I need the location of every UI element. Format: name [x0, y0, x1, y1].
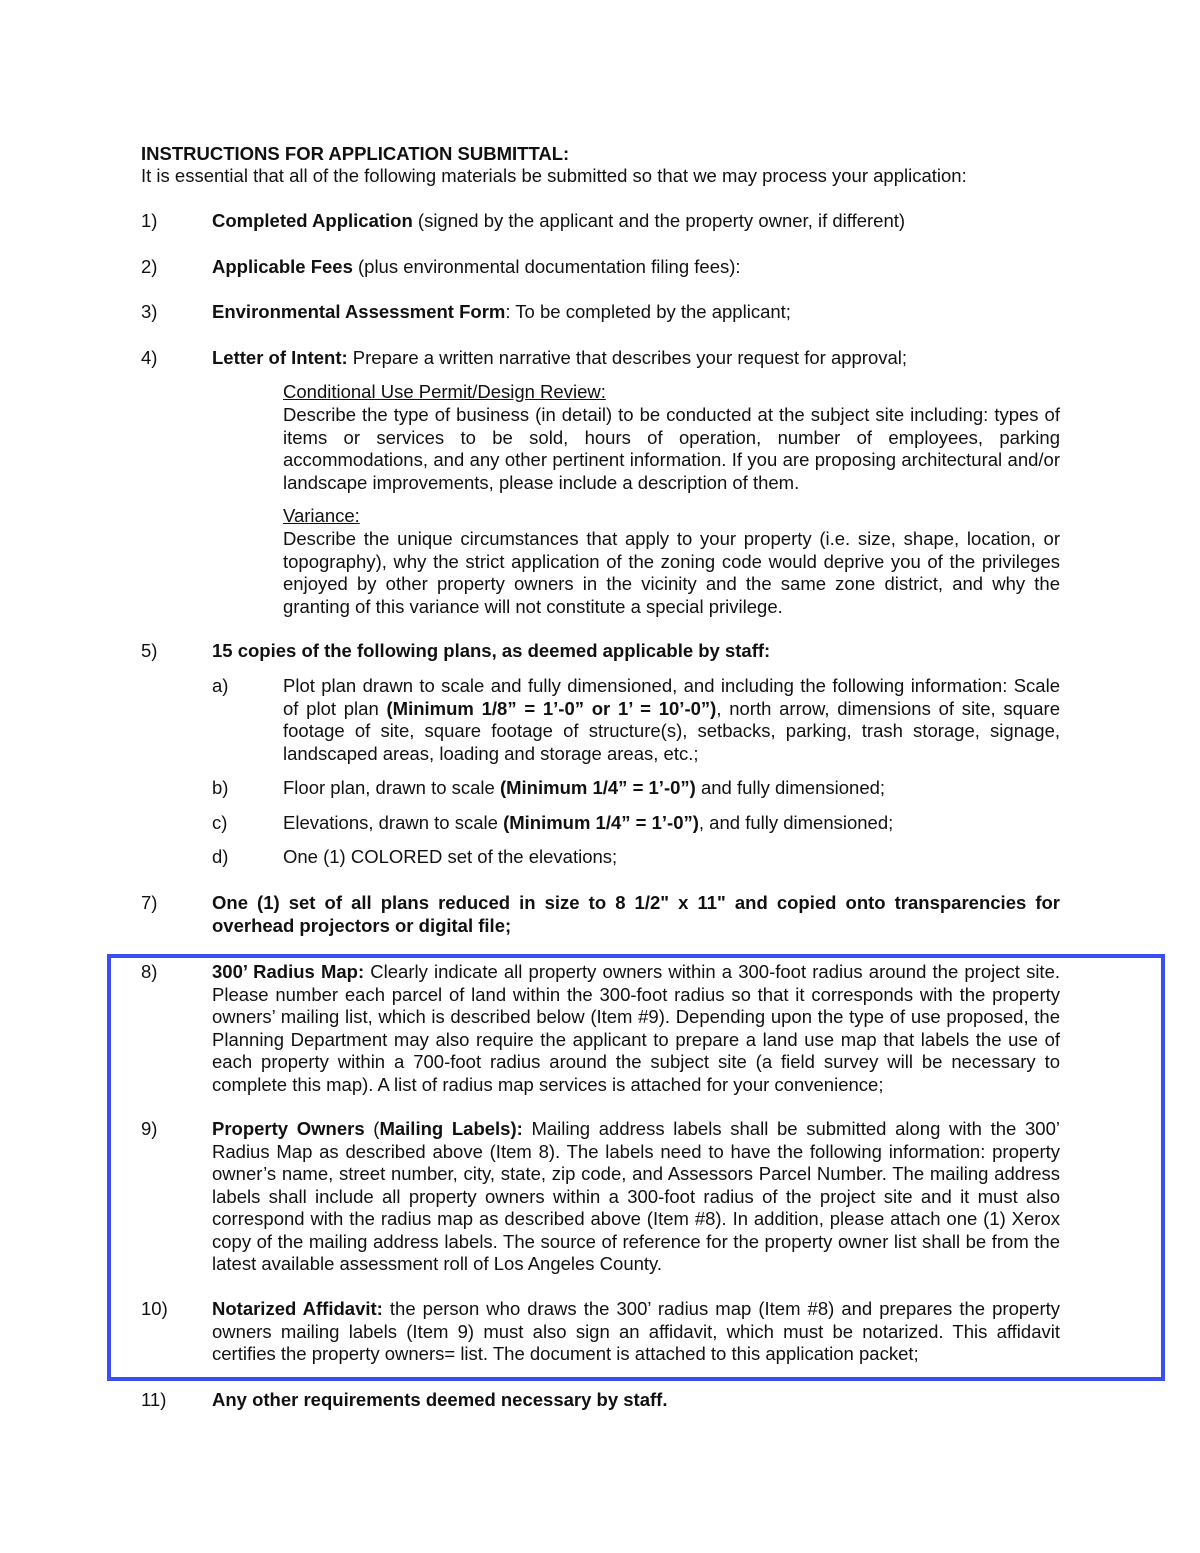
instructions-intro: It is essential that all of the following materials be submitted so that we may process your application: — [141, 165, 967, 186]
item-11-heading: Any other requirements deemed necessary by staff. — [212, 1389, 668, 1410]
item-9-text: Mailing address labels shall be submitted along with the 300’ Radius Map as described above (Item 8). The labels need to have the following information: property owner’s name, street number, city, state, zip code, and Assessors Parcel Number. The mailing address labels shall include all property owners within a 300-foot radius of the project site and it must also correspond with the radius map as described above (Item #8). In addition, please attach one (1) Xerox copy of the mailing address labels. The source of reference for the property owner list shall be from the latest available assessment roll of Los Angeles County. — [212, 1118, 1060, 1274]
item-10-heading: Notarized Affidavit: — [212, 1298, 383, 1319]
item-5a-text-2: , north arrow, dimensions of site, square footage of site, square footage of structure(s), setbacks, parking, trash storage, signage, landscaped areas, loading and storage areas, etc.; — [283, 697, 1061, 764]
item-2-text: (plus environmental documentation filing fees): — [352, 256, 741, 277]
item-5-number: 5) — [141, 640, 158, 661]
item-5a — [283, 675, 1060, 765]
item-8-text: Clearly indicate all property owners within a 300-foot radius around the project site. Please number each parcel of land within the 300-foot radius so that it corresponds with the property owners’ mailing list, which is described below (Item #9). Depending upon the type of use proposed, the Planning Department may also require the applicant to prepare a land use map that labels the use of each property within a 700-foot radius around the subject site (a field survey will be necessary to complete this map). A list of radius map services is attached for your convenience; — [212, 961, 1060, 1095]
item-1-number: 1) — [141, 210, 158, 231]
item-3-heading: Environmental Assessment Form — [212, 301, 506, 322]
item-3-text: : To be completed by the applicant; — [505, 301, 791, 322]
item-9-paren: ( — [364, 1118, 380, 1139]
item-9-heading-1: Property Owners — [212, 1118, 365, 1139]
item-10 — [212, 1298, 1060, 1366]
item-5c-text-1: Elevations, drawn to scale — [283, 812, 504, 833]
item-2 — [212, 256, 1060, 279]
item-1-text: (signed by the applicant and the property owner, if different) — [412, 210, 906, 231]
item-8-number: 8) — [141, 961, 158, 982]
item-5b — [283, 777, 1060, 800]
variance-description: Describe the unique circumstances that apply to your property (i.e. size, shape, location, or topography), why the strict application of the zoning code would deprive you of the privileges enjoyed by other property owners in the vicinity and the same zone district, and why the granting of this variance will not constitute a special privilege. — [283, 528, 1060, 617]
item-9-heading-2: Mailing Labels): — [379, 1118, 523, 1139]
item-11-number: 11) — [141, 1389, 167, 1410]
variance-heading: Variance: — [283, 505, 360, 526]
item-3 — [212, 301, 1060, 324]
item-2-heading: Applicable Fees — [212, 256, 353, 277]
item-8-heading: 300’ Radius Map: — [212, 961, 365, 982]
item-8 — [212, 961, 1060, 1096]
item-4 — [212, 347, 1060, 370]
item-7-heading: One (1) set of all plans reduced in size to 8 1/2" x 11" and copied onto transparencies for overhead projectors or digital file; — [212, 892, 1060, 936]
item-5b-label: b) — [212, 777, 229, 798]
item-5-heading: 15 copies of the following plans, as deemed applicable by staff: — [212, 640, 771, 661]
item-4-number: 4) — [141, 347, 158, 368]
cup-description: Describe the type of business (in detail) to be conducted at the subject site including: types of items or services to be sold, hours of operation, number of employees, parking accommodations, and any other pertinent information. If you are proposing architectural and/or landscape improvements, please include a description of them. — [283, 404, 1060, 493]
item-5a-label: a) — [212, 675, 229, 696]
item-5a-scale: (Minimum 1/8” = 1’-0” or 1’ = 10’-0”) — [386, 697, 717, 719]
item-5c-text-2: , and fully dimensioned; — [698, 812, 894, 833]
item-9-number: 9) — [141, 1118, 158, 1139]
item-2-number: 2) — [141, 256, 158, 277]
item-4-heading: Letter of Intent: — [212, 347, 348, 368]
item-4-text: Prepare a written narrative that describes your request for approval; — [347, 347, 908, 368]
item-5c-label: c) — [212, 812, 228, 833]
cup-heading: Conditional Use Permit/Design Review: — [283, 381, 606, 402]
item-1-heading: Completed Application — [212, 210, 413, 231]
item-5c-scale: (Minimum 1/4” = 1’-0”) — [503, 812, 699, 833]
item-10-text: the person who draws the 300’ radius map (Item #8) and prepares the property owners mailing labels (Item 9) must also sign an affidavit, which must be notarized. This affidavit certifies the property owners= list. The document is attached to this application packet; — [212, 1298, 1060, 1364]
item-7-number: 7) — [141, 892, 158, 913]
item-5a-text-1: Plot plan drawn to scale and fully dimensioned, and including the following information: Scale of plot plan — [283, 675, 1060, 719]
item-9 — [212, 1118, 1060, 1276]
item-10-number: 10) — [141, 1298, 168, 1319]
item-5b-text-1: Floor plan, drawn to scale — [283, 777, 500, 798]
item-5b-scale: (Minimum 1/4” = 1’-0”) — [499, 777, 696, 798]
item-5b-text-2: and fully dimensioned; — [695, 777, 886, 798]
item-3-number: 3) — [141, 301, 158, 322]
item-5d-label: d) — [212, 846, 229, 867]
instructions-title: INSTRUCTIONS FOR APPLICATION SUBMITTAL: — [141, 143, 570, 164]
item-1 — [212, 210, 1060, 233]
item-5d: One (1) COLORED set of the elevations; — [283, 846, 618, 867]
item-5c — [283, 812, 1060, 835]
